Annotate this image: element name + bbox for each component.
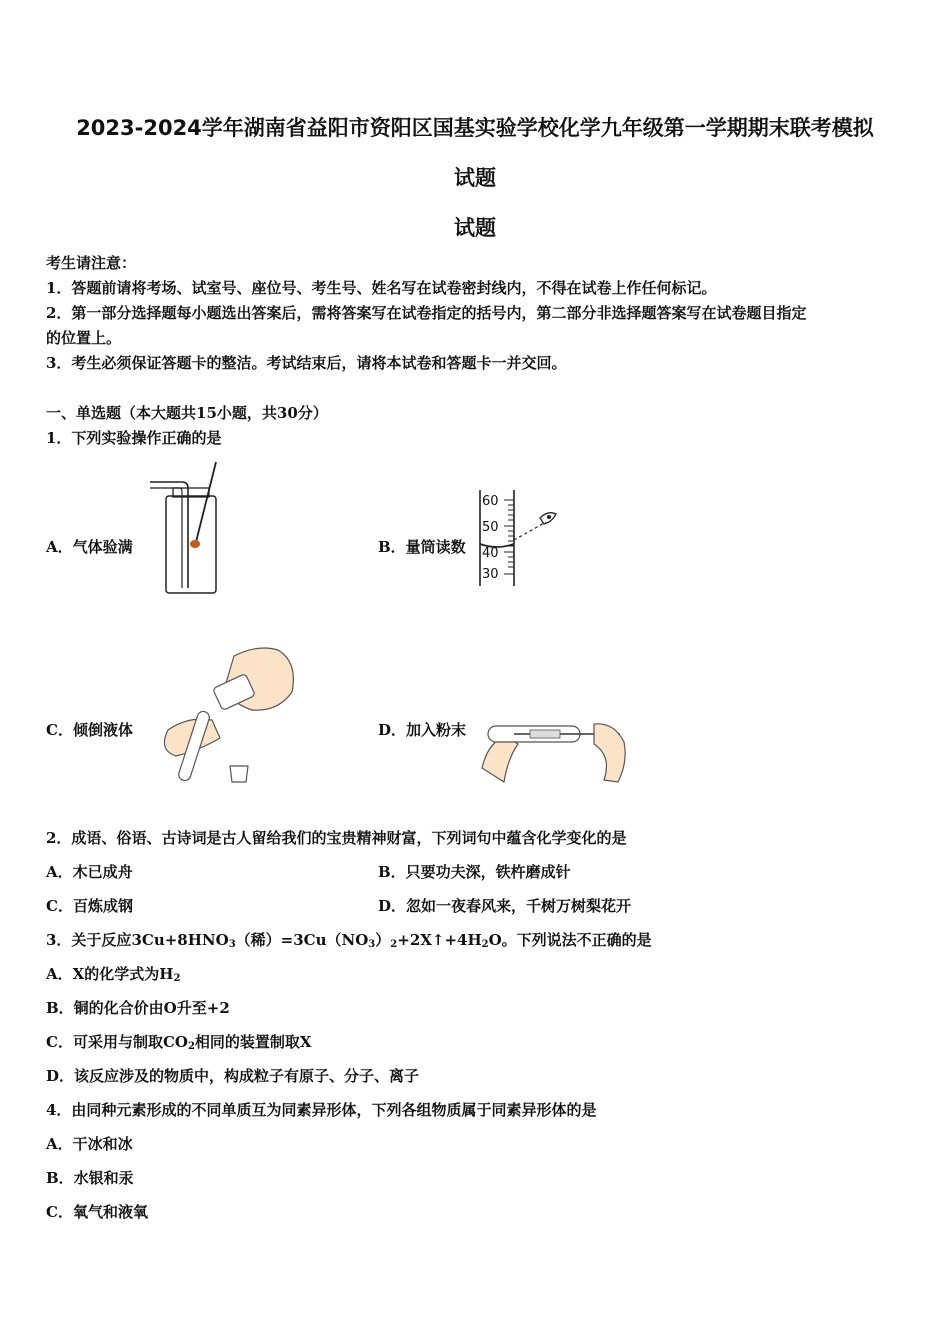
q2-option-d: D．忽如一夜春风来，千树万树梨花开 [378,897,632,915]
question-3-stem [46,929,652,950]
cylinder-mark-40: 40 [482,546,499,561]
q3-stem-part: 3．关于反应3Cu+8HNO [46,931,229,949]
question-4-stem: 4．由同种元素形成的不同单质互为同素异形体，下列各组物质属于同素异形体的是 [46,1101,597,1119]
cylinder-mark-30: 30 [482,567,499,582]
q3-option-a [46,963,180,984]
q3-stem-part: ） [375,931,391,949]
notice-item-2: 2．第一部分选择题每小题选出答案后，需将答案写在试卷指定的括号内，第二部分非选择题答案写在试卷题目指定 [46,304,807,322]
notice-heading: 考生请注意： [46,254,137,272]
notice-item-3: 3．考生必须保证答题卡的整洁。考试结束后，请将本试卷和答题卡一并交回。 [46,354,567,372]
q3-option-b: B．铜的化合价由O升至+2 [46,999,230,1017]
q4-option-c: C．氧气和液氧 [46,1203,148,1221]
q4-option-a: A．干冰和冰 [46,1135,133,1153]
page-subtitle: 试题 [454,216,496,240]
q3-a-text: A．X的化学式为H [46,965,174,983]
adding-powder-figure [474,712,634,788]
q3-c-text: C．可采用与制取CO [46,1033,188,1051]
question-1-stem: 1．下列实验操作正确的是 [46,429,222,447]
q3-sub: 3 [228,939,236,950]
pouring-liquid-figure [142,640,312,790]
page-title-line2: 试题 [454,166,496,190]
q1-option-d: D．加入粉末 [378,721,467,739]
q3-c-text: 相同的装置制取X [194,1033,312,1051]
q3-sub: 3 [368,939,376,950]
q2-option-c: C．百炼成钢 [46,897,133,915]
q3-stem-part: +2X↑+4H [397,931,482,949]
question-2-stem: 2．成语、俗语、古诗词是古人留给我们的宝贵精神财富，下列词句中蕴含化学变化的是 [46,829,627,847]
page-title-line1: 2023-2024学年湖南省益阳市资阳区国基实验学校化学九年级第一学期期末联考模拟 [76,116,874,140]
q3-option-c [46,1031,312,1052]
q2-option-b: B．只要功夫深，铁杵磨成针 [378,863,571,881]
gas-bottle-figure [142,458,232,598]
q3-sub: 2 [390,939,398,950]
notice-item-1: 1．答题前请将考场、试室号、座位号、考生号、姓名写在试卷密封线内，不得在试卷上作任何标记。 [46,279,717,297]
q3-stem-part: O。下列说法不正确的是 [488,931,652,949]
section-heading: 一、单选题（本大题共15小题，共30分） [46,404,328,422]
q3-option-d: D．该反应涉及的物质中，构成粒子有原子、分子、离子 [46,1067,420,1085]
q4-option-b: B．水银和汞 [46,1169,134,1187]
q2-option-a: A．木已成舟 [46,863,133,881]
q1-option-c: C．倾倒液体 [46,721,133,739]
q3-sub: 2 [481,939,489,950]
notice-item-2-cont: 的位置上。 [46,329,122,347]
q1-option-a: A．气体验满 [46,538,133,556]
cylinder-mark-60: 60 [482,494,499,509]
q3-stem-part: （稀）=3Cu（NO [235,931,369,949]
cylinder-mark-50: 50 [482,520,499,535]
q3-c-sub: 2 [187,1041,195,1052]
q3-a-sub: 2 [173,973,181,984]
q1-option-b: B．量筒读数 [378,538,466,556]
